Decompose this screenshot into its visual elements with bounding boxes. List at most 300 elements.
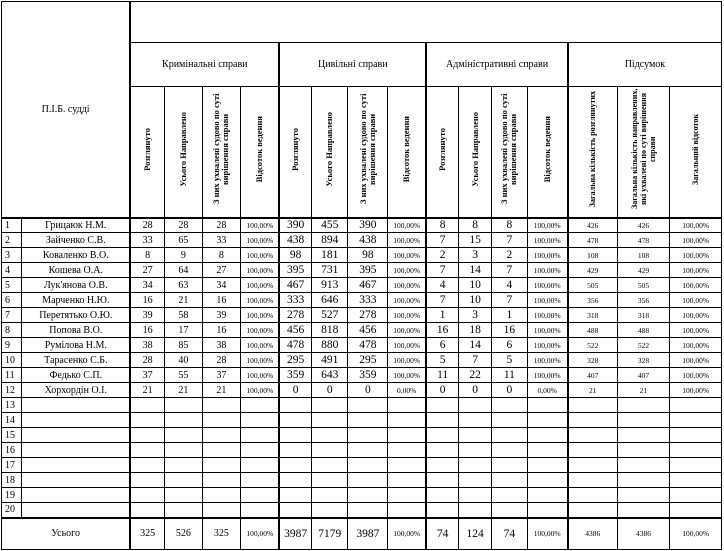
judge-name-cell: Лук'янова О.В.	[22, 278, 130, 293]
row-number: 16	[2, 443, 22, 458]
summary-cell: 429	[617, 263, 670, 278]
admin-cell	[527, 428, 568, 443]
group-summary-header: Підсумок	[568, 43, 722, 87]
table-row	[2, 338, 722, 353]
admin-cell: 3	[458, 308, 491, 323]
admin-cell: 100,00%	[527, 338, 568, 353]
total-admin-cell: 100,00%	[527, 518, 568, 550]
admin-cell	[458, 473, 491, 488]
civil-cell: 359	[348, 368, 388, 383]
admin-cell: 100,00%	[527, 368, 568, 383]
table-body	[2, 218, 722, 518]
civil-cell	[348, 473, 388, 488]
admin-cell: 4	[492, 278, 527, 293]
summary-sum-total-header	[568, 87, 617, 218]
criminal-cell	[130, 488, 164, 503]
criminal-cell: 34	[130, 278, 164, 293]
civil-cell: 100,00%	[388, 278, 427, 293]
judge-name-cell: Перетятько О.Ю.	[22, 308, 130, 323]
admin-cell	[458, 398, 491, 413]
criminal-sent-total-label: Усього Направлено	[177, 111, 188, 187]
civil-cell	[279, 503, 311, 518]
table-row	[2, 293, 722, 308]
admin-cell	[492, 413, 527, 428]
group-criminal-header: Кримінальні справи	[130, 43, 279, 87]
summary-cell: 108	[617, 248, 670, 263]
civil-cell: 438	[348, 233, 388, 248]
civil-cell: 359	[279, 368, 311, 383]
civil-cell: 100,00%	[388, 368, 427, 383]
criminal-cell	[241, 428, 280, 443]
summary-cell: 478	[617, 233, 670, 248]
civil-cell: 390	[348, 218, 388, 233]
judge-name-cell: Марченко Н.Ю.	[22, 293, 130, 308]
criminal-cell	[130, 458, 164, 473]
admin-cell: 100,00%	[527, 353, 568, 368]
civil-cell	[279, 413, 311, 428]
civil-cell	[388, 458, 427, 473]
summary-cell: 505	[568, 278, 617, 293]
summary-cell: 100,00%	[670, 263, 722, 278]
civil-cell: 100,00%	[388, 218, 427, 233]
judge-name-header: П.І.Б. судді	[2, 2, 131, 218]
criminal-cell: 28	[165, 218, 203, 233]
criminal-cell: 16	[202, 293, 241, 308]
table-row	[2, 308, 722, 323]
total-summary-cell: 100,00%	[670, 518, 722, 550]
row-number: 13	[2, 398, 22, 413]
admin-share-label: Відсоток ведення	[541, 116, 552, 183]
criminal-cell: 37	[202, 368, 241, 383]
judge-name-cell	[22, 473, 130, 488]
row-number: 14	[2, 413, 22, 428]
summary-cell	[568, 488, 617, 503]
criminal-cell: 21	[165, 293, 203, 308]
summary-sum-total-label: Загальна кількість розглянутих	[588, 91, 598, 208]
civil-cell: 100,00%	[388, 263, 427, 278]
admin-cell	[426, 413, 458, 428]
civil-cell: 0,00%	[388, 383, 427, 398]
criminal-cell	[241, 398, 280, 413]
table-row	[2, 413, 722, 428]
summary-cell: 426	[617, 218, 670, 233]
admin-cell	[426, 488, 458, 503]
table-row	[2, 278, 722, 293]
civil-cell	[388, 503, 427, 518]
criminal-cell: 63	[165, 278, 203, 293]
criminal-cell	[130, 443, 164, 458]
civil-cell	[279, 473, 311, 488]
admin-cell	[527, 443, 568, 458]
criminal-cell: 27	[130, 263, 164, 278]
admin-cell: 16	[426, 323, 458, 338]
row-number: 4	[2, 263, 22, 278]
total-admin-cell: 124	[458, 518, 491, 550]
civil-cell: 0	[312, 383, 348, 398]
admin-cell: 100,00%	[527, 248, 568, 263]
civil-cell	[388, 413, 427, 428]
civil-cell	[388, 428, 427, 443]
criminal-reviewed-label: Розглянуто	[142, 127, 153, 171]
row-number: 8	[2, 323, 22, 338]
criminal-cell: 21	[202, 383, 241, 398]
summary-cell: 100,00%	[670, 293, 722, 308]
summary-cell	[568, 503, 617, 518]
civil-cell	[348, 398, 388, 413]
criminal-cell: 38	[202, 338, 241, 353]
civil-cell: 818	[312, 323, 348, 338]
criminal-cell	[241, 473, 280, 488]
admin-cell	[458, 428, 491, 443]
criminal-cell	[202, 398, 241, 413]
judge-name-cell	[22, 488, 130, 503]
admin-cell: 2	[426, 248, 458, 263]
civil-cell	[388, 443, 427, 458]
admin-cell	[426, 428, 458, 443]
civil-cell: 456	[348, 323, 388, 338]
civil-cell: 100,00%	[388, 308, 427, 323]
summary-cell	[568, 473, 617, 488]
summary-cell	[617, 398, 670, 413]
table-row	[2, 263, 722, 278]
row-number: 3	[2, 248, 22, 263]
admin-cell: 7	[492, 263, 527, 278]
criminal-share-label: Відсоток ведення	[254, 116, 265, 183]
admin-cell	[527, 473, 568, 488]
civil-cell: 98	[279, 248, 311, 263]
criminal-cell: 100,00%	[241, 248, 280, 263]
criminal-cell	[202, 428, 241, 443]
judge-name-cell: Хорхордін О.І.	[22, 383, 130, 398]
civil-cell	[348, 488, 388, 503]
civil-cell: 278	[348, 308, 388, 323]
group-civil-header: Цивільні справи	[279, 43, 426, 87]
judge-name-cell	[22, 458, 130, 473]
table-row	[2, 323, 722, 338]
summary-cell	[617, 503, 670, 518]
criminal-cell	[241, 503, 280, 518]
civil-cell	[388, 488, 427, 503]
civil-cell	[312, 488, 348, 503]
admin-cell: 7	[458, 353, 491, 368]
criminal-cell: 28	[202, 218, 241, 233]
admin-cell: 7	[426, 263, 458, 278]
admin-cell: 6	[492, 338, 527, 353]
total-summary-cell: 4386	[617, 518, 670, 550]
criminal-cell	[130, 398, 164, 413]
row-number: 15	[2, 428, 22, 443]
criminal-cell	[241, 458, 280, 473]
group-admin-header: Адміністративні справи	[426, 43, 568, 87]
admin-cell	[527, 458, 568, 473]
judge-name-cell: Коваленко В.О.	[22, 248, 130, 263]
summary-cell: 328	[568, 353, 617, 368]
admin-cell	[492, 488, 527, 503]
admin-cell: 100,00%	[527, 218, 568, 233]
criminal-cell: 16	[130, 323, 164, 338]
summary-cell	[670, 473, 722, 488]
table-row	[2, 383, 722, 398]
summary-cell: 100,00%	[670, 278, 722, 293]
civil-cell: 295	[279, 353, 311, 368]
civil-cell: 467	[279, 278, 311, 293]
criminal-cell: 100,00%	[241, 218, 280, 233]
summary-cell: 21	[617, 383, 670, 398]
row-number: 10	[2, 353, 22, 368]
summary-cell: 488	[617, 323, 670, 338]
summary-cell	[617, 473, 670, 488]
civil-cell: 181	[312, 248, 348, 263]
admin-cell	[527, 398, 568, 413]
civil-cell	[312, 428, 348, 443]
civil-cell	[312, 398, 348, 413]
criminal-cell	[241, 413, 280, 428]
civil-cell: 395	[279, 263, 311, 278]
criminal-cell: 17	[165, 323, 203, 338]
civil-reviewed-header	[279, 87, 311, 218]
criminal-cell	[130, 503, 164, 518]
admin-cell: 3	[458, 248, 491, 263]
admin-cell: 0	[492, 383, 527, 398]
criminal-cell: 33	[130, 233, 164, 248]
civil-cell	[312, 413, 348, 428]
criminal-cell: 40	[165, 353, 203, 368]
criminal-cell: 8	[202, 248, 241, 263]
admin-share-header	[527, 87, 568, 218]
admin-cell: 10	[458, 293, 491, 308]
criminal-cell: 100,00%	[241, 323, 280, 338]
civil-merits-header	[348, 87, 388, 218]
criminal-cell: 21	[165, 383, 203, 398]
criminal-cell: 85	[165, 338, 203, 353]
civil-cell	[279, 398, 311, 413]
criminal-cell: 100,00%	[241, 353, 280, 368]
criminal-cell: 100,00%	[241, 278, 280, 293]
admin-reviewed-label: Розглянуто	[437, 127, 448, 171]
criminal-cell: 58	[165, 308, 203, 323]
summary-cell	[670, 488, 722, 503]
civil-cell: 333	[279, 293, 311, 308]
criminal-cell: 55	[165, 368, 203, 383]
summary-cell	[568, 398, 617, 413]
civil-cell: 100,00%	[388, 338, 427, 353]
criminal-cell: 65	[165, 233, 203, 248]
summary-cell	[670, 458, 722, 473]
admin-cell: 14	[458, 263, 491, 278]
admin-cell: 1	[492, 308, 527, 323]
total-civil-cell: 3987	[279, 518, 311, 550]
criminal-cell: 100,00%	[241, 293, 280, 308]
summary-sum-sent-header	[617, 87, 670, 218]
summary-cell: 522	[568, 338, 617, 353]
admin-merits-header	[492, 87, 527, 218]
civil-sent-total-label: Усього Направлено	[324, 111, 335, 187]
total-criminal-cell: 325	[202, 518, 241, 550]
judge-name-cell: Тарасенко С.Б.	[22, 353, 130, 368]
table-row	[2, 488, 722, 503]
civil-cell: 894	[312, 233, 348, 248]
admin-cell: 15	[458, 233, 491, 248]
admin-cell: 1	[426, 308, 458, 323]
admin-cell: 100,00%	[527, 308, 568, 323]
summary-cell	[568, 413, 617, 428]
criminal-cell: 39	[130, 308, 164, 323]
summary-cell	[568, 443, 617, 458]
admin-cell: 16	[492, 323, 527, 338]
summary-cell: 407	[568, 368, 617, 383]
top-blank-header	[130, 2, 721, 43]
admin-cell	[458, 503, 491, 518]
criminal-cell: 100,00%	[241, 338, 280, 353]
admin-cell: 100,00%	[527, 263, 568, 278]
civil-cell	[312, 473, 348, 488]
admin-cell: 11	[492, 368, 527, 383]
judge-name-cell	[22, 398, 130, 413]
admin-cell	[458, 443, 491, 458]
civil-cell: 395	[348, 263, 388, 278]
table-row	[2, 248, 722, 263]
summary-cell: 318	[617, 308, 670, 323]
civil-cell: 643	[312, 368, 348, 383]
total-criminal-cell: 325	[130, 518, 164, 550]
row-number: 11	[2, 368, 22, 383]
row-number: 9	[2, 338, 22, 353]
civil-cell	[312, 443, 348, 458]
criminal-cell: 64	[165, 263, 203, 278]
criminal-cell	[130, 428, 164, 443]
summary-cell: 100,00%	[670, 353, 722, 368]
criminal-cell	[130, 413, 164, 428]
total-admin-cell: 74	[492, 518, 527, 550]
admin-cell	[426, 443, 458, 458]
civil-cell: 100,00%	[388, 293, 427, 308]
criminal-cell	[165, 473, 203, 488]
criminal-cell: 28	[202, 353, 241, 368]
criminal-cell	[202, 503, 241, 518]
admin-merits-label: З них ухвалені судово по суті вирішення справи	[499, 94, 519, 205]
civil-cell: 913	[312, 278, 348, 293]
total-criminal-cell: 526	[165, 518, 203, 550]
admin-cell	[426, 503, 458, 518]
table-row	[2, 458, 722, 473]
civil-cell: 456	[279, 323, 311, 338]
summary-cell: 429	[568, 263, 617, 278]
judge-name-cell: Федько С.П.	[22, 368, 130, 383]
admin-cell: 8	[426, 218, 458, 233]
admin-cell: 100,00%	[527, 278, 568, 293]
summary-cell: 407	[617, 368, 670, 383]
admin-cell: 7	[492, 293, 527, 308]
civil-reviewed-label: Розглянуто	[290, 127, 301, 171]
criminal-cell	[241, 443, 280, 458]
civil-cell: 478	[279, 338, 311, 353]
admin-cell: 100,00%	[527, 233, 568, 248]
criminal-cell	[202, 443, 241, 458]
admin-cell: 7	[426, 293, 458, 308]
admin-sent-total-label: Усього Направлено	[469, 111, 480, 187]
row-number: 2	[2, 233, 22, 248]
row-number: 18	[2, 473, 22, 488]
civil-cell: 100,00%	[388, 248, 427, 263]
admin-cell	[527, 413, 568, 428]
summary-cell: 108	[568, 248, 617, 263]
admin-cell: 14	[458, 338, 491, 353]
summary-cell: 426	[568, 218, 617, 233]
table-row	[2, 353, 722, 368]
summary-cell	[617, 428, 670, 443]
criminal-reviewed-header	[130, 87, 164, 218]
row-number: 1	[2, 218, 22, 233]
civil-cell	[348, 413, 388, 428]
admin-cell	[492, 428, 527, 443]
admin-cell	[492, 458, 527, 473]
criminal-cell	[165, 428, 203, 443]
admin-cell: 11	[426, 368, 458, 383]
admin-sent-total-header	[458, 87, 491, 218]
civil-cell	[348, 503, 388, 518]
civil-cell	[312, 458, 348, 473]
civil-cell: 438	[279, 233, 311, 248]
admin-cell	[492, 473, 527, 488]
admin-cell: 7	[492, 233, 527, 248]
summary-cell: 488	[568, 323, 617, 338]
civil-cell: 0	[348, 383, 388, 398]
judge-name-cell: Зайченко С.В.	[22, 233, 130, 248]
admin-cell	[492, 398, 527, 413]
admin-cell: 0,00%	[527, 383, 568, 398]
summary-cell: 100,00%	[670, 248, 722, 263]
criminal-merits-header	[202, 87, 241, 218]
summary-cell: 478	[568, 233, 617, 248]
summary-cell: 100,00%	[670, 368, 722, 383]
civil-cell	[279, 488, 311, 503]
admin-cell: 4	[426, 278, 458, 293]
summary-cell	[670, 443, 722, 458]
summary-sum-sent-label: Загальна кількість направлених, які ухвалені по суті вирішення справи	[629, 89, 657, 210]
table-row	[2, 443, 722, 458]
civil-cell	[279, 428, 311, 443]
summary-cell: 100,00%	[670, 308, 722, 323]
table-row	[2, 233, 722, 248]
admin-cell: 22	[458, 368, 491, 383]
table-row	[2, 398, 722, 413]
civil-cell: 100,00%	[388, 233, 427, 248]
criminal-cell: 100,00%	[241, 308, 280, 323]
summary-cell: 328	[617, 353, 670, 368]
summary-sum-pct-label: Загальний відсоток	[691, 113, 701, 185]
summary-cell	[670, 398, 722, 413]
civil-cell: 646	[312, 293, 348, 308]
criminal-cell: 37	[130, 368, 164, 383]
civil-cell: 478	[348, 338, 388, 353]
judge-name-cell	[22, 428, 130, 443]
admin-cell: 7	[426, 233, 458, 248]
table-row	[2, 368, 722, 383]
total-civil-cell: 3987	[348, 518, 388, 550]
civil-share-label: Відсоток ведення	[401, 116, 412, 183]
civil-cell	[388, 398, 427, 413]
civil-cell	[348, 443, 388, 458]
summary-sum-pct-header	[670, 87, 722, 218]
criminal-cell	[165, 413, 203, 428]
civil-cell: 455	[312, 218, 348, 233]
summary-cell	[617, 413, 670, 428]
admin-cell: 6	[426, 338, 458, 353]
criminal-cell: 16	[202, 323, 241, 338]
civil-cell	[312, 503, 348, 518]
civil-cell	[348, 458, 388, 473]
summary-cell: 100,00%	[670, 323, 722, 338]
